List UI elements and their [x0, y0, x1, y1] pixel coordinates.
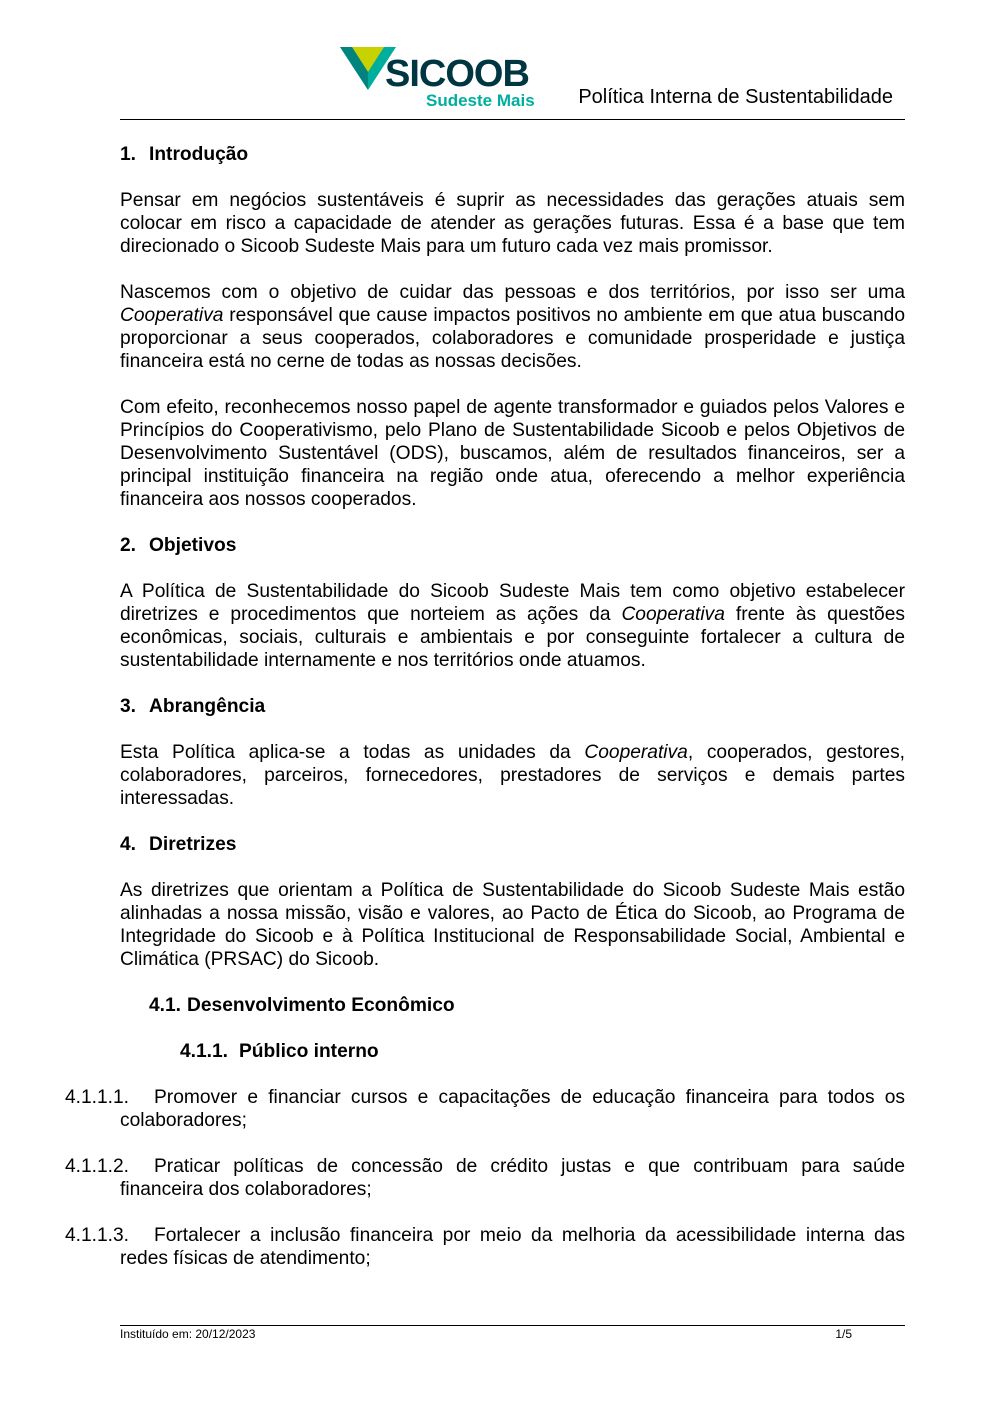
item-text: Fortalecer a inclusão financeira por meio da melhoria da acessibilidade interna das redes físicas de atendimento;	[120, 1225, 905, 1269]
section-number: 3.	[120, 696, 137, 717]
objectives-paragraph	[120, 580, 905, 672]
instituted-date: Instituído em: 20/12/2023	[120, 1327, 256, 1341]
footer-divider	[120, 1325, 905, 1326]
item-number: 4.1.1.3.	[65, 1225, 130, 1246]
italic-term: Cooperativa	[621, 604, 725, 625]
guidelines-paragraph: As diretrizes que orientam a Política de Sustentabilidade do Sicoob Sudeste Mais estão alinhadas a nossa missão, visão e valores, ao Pacto de Ética do Sicoob, ao Programa de Integridade do Sicoob e à Política Institucional de Responsabilidade Social, Ambiental e Climática (PRSAC) do Sicoob.	[120, 880, 905, 970]
section-1-heading	[120, 143, 905, 166]
text-run: , cooperados, gestores, colaboradores, parceiros, fornecedores, prestadores de serviços e demais partes interessadas.	[120, 742, 905, 809]
subsection-4-1-heading	[149, 994, 905, 1017]
section-number: 1.	[120, 144, 137, 165]
item-number: 4.1.1.2.	[65, 1156, 130, 1177]
intro-paragraph-2	[120, 281, 905, 373]
list-item	[65, 1155, 905, 1201]
text-run: responsável que cause impactos positivos no ambiente em que atua buscando proporcionar a seus cooperados, colaboradores e comunidade prosperidade e justiça financeira está no cerne de todas as nossas decisões.	[120, 305, 905, 372]
subsection-number: 4.1.	[149, 995, 182, 1016]
section-3-heading	[120, 695, 905, 718]
document-title: Política Interna de Sustentabilidade	[578, 86, 893, 108]
text-run: Esta Política aplica-se a todas as unidades da	[120, 742, 571, 763]
section-title: Introdução	[149, 144, 249, 165]
italic-term: Cooperativa	[120, 305, 224, 326]
italic-term: Cooperativa	[584, 742, 688, 763]
item-text: Promover e financiar cursos e capacitações de educação financeira para todos os colaboradores;	[120, 1087, 905, 1131]
section-title: Diretrizes	[149, 834, 237, 855]
section-2-heading	[120, 534, 905, 557]
scope-paragraph	[120, 741, 905, 810]
section-number: 4.	[120, 834, 137, 855]
subsection-4-1-1-heading	[180, 1040, 905, 1063]
text-run: A Política de Sustentabilidade do Sicoob Sudeste Mais tem como objetivo estabelecer diretrizes e procedimentos que norteiem as ações da	[120, 581, 905, 625]
section-title: Abrangência	[149, 696, 266, 717]
section-number: 2.	[120, 535, 137, 556]
logo-name: SICOOB	[385, 53, 529, 95]
section-title: Objetivos	[149, 535, 237, 556]
subsection-title: Público interno	[239, 1041, 379, 1062]
page-number: 1/5	[835, 1327, 852, 1341]
item-text: Praticar políticas de concessão de crédito justas e que contribuam para saúde financeira dos colaboradores;	[120, 1156, 905, 1200]
section-4-heading	[120, 833, 905, 856]
sicoob-logo	[338, 44, 548, 110]
subsection-title: Desenvolvimento Econômico	[187, 995, 455, 1016]
text-run: Nascemos com o objetivo de cuidar das pessoas e dos territórios, por isso ser uma	[120, 282, 905, 303]
subsection-number: 4.1.1.	[180, 1041, 229, 1062]
intro-paragraph-3: Com efeito, reconhecemos nosso papel de agente transformador e guiados pelos Valores e Princípios do Cooperativismo, pelo Plano de Sustentabilidade Sicoob e pelos Objetivos de Desenvolvimento Sustentável (ODS), buscamos, além de resultados financeiros, ser a principal instituição financeira na região onde atua, oferecendo a melhor experiência financeira aos nossos cooperados.	[120, 397, 905, 510]
item-number: 4.1.1.1.	[65, 1087, 130, 1108]
intro-paragraph-1: Pensar em negócios sustentáveis é suprir as necessidades das gerações atuais sem colocar em risco a capacidade de atender as gerações futuras. Essa é a base que tem direcionado o Sicoob Sudeste Mais para um futuro cada vez mais promissor.	[120, 190, 905, 257]
logo-subtitle: Sudeste Mais	[426, 91, 535, 110]
list-item	[65, 1224, 905, 1270]
logo-graphic	[338, 44, 548, 110]
document-body	[65, 143, 905, 1270]
header-divider	[120, 119, 905, 120]
text-run: frente às questões econômicas, sociais, culturais e ambientais e por conseguinte fortalecer a cultura de sustentabilidade internamente e nos territórios onde atuamos.	[120, 604, 905, 671]
list-item	[65, 1086, 905, 1132]
